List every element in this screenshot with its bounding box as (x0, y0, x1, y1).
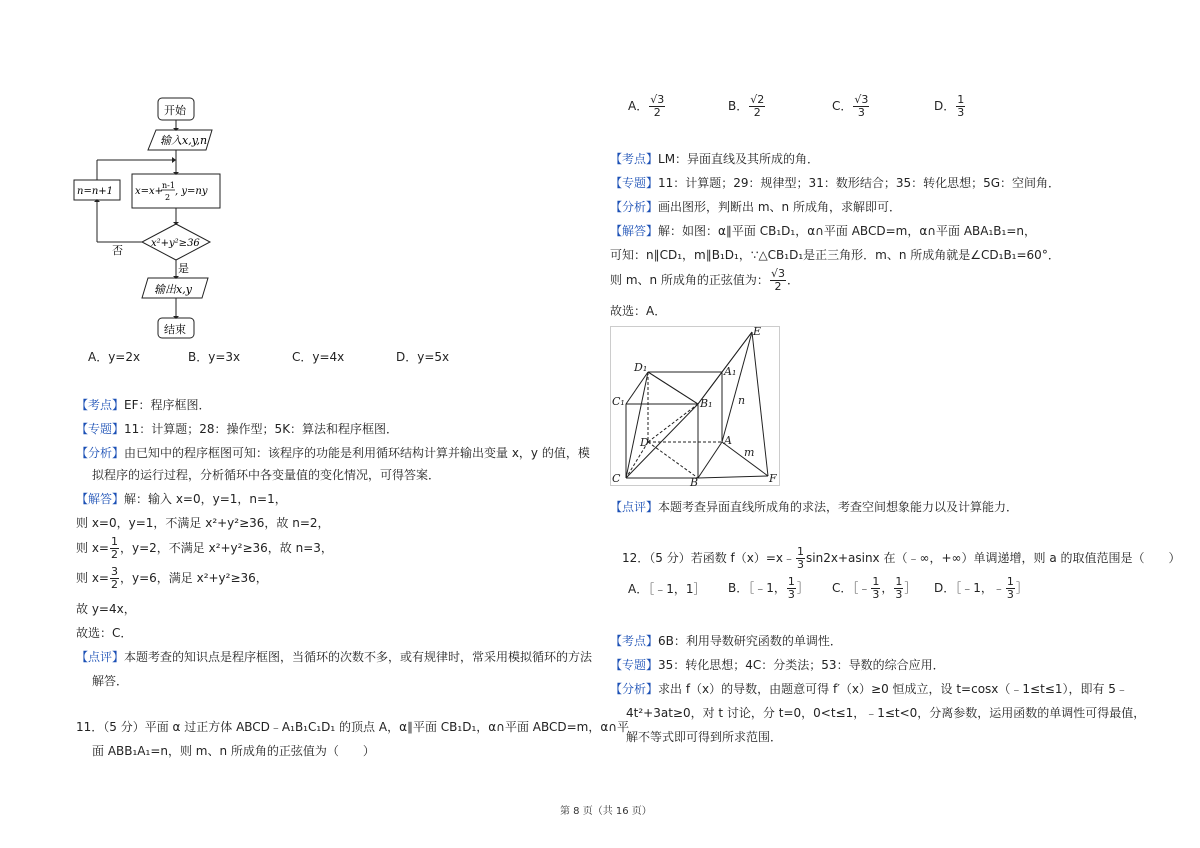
q10-fenxi-line2: 拟程序的运行过程，分析循环中各变量值的变化情况，可得答案． (92, 468, 441, 482)
q10-option-d: D．y=5x (396, 350, 450, 364)
q10-jieda: 【解答】解：输入 x=0，y=1，n=1， (76, 492, 287, 506)
q12-option-d: D．［﹣1，﹣ $\frac{1}{3}$ ］ (934, 575, 1028, 601)
q12-stem: 12．（5 分）若函数 f（x）=x﹣ $\frac{1}{3}$ sin2x+asinx 在（﹣∞，+∞）单调递增，则 a 的取值范围是（ ） (622, 545, 1181, 571)
flow-process-frac-d: 2 (165, 193, 171, 202)
q10-zhuanti: 【专题】11：计算题；28：操作型；5K：算法和程序框图． (76, 422, 399, 436)
q10-option-a: A．y=2x (88, 350, 141, 364)
q11-option-b: B． $\frac{√2}{2}$ (728, 93, 765, 119)
q11-option-a: A． $\frac{√3}{2}$ (628, 93, 665, 119)
label-F: F (769, 472, 777, 485)
q12-fenxi: 【分析】求出 f（x）的导数，由题意可得 f′（x）≥0 恒成立，设 t=cosx（﹣1≤t≤1），即有 5﹣ (610, 682, 1128, 696)
label-D: D (640, 436, 649, 449)
page-footer: 第 8 页（共 16 页） (560, 806, 652, 817)
q12-zhuanti: 【专题】35：转化思想；4C：分类法；53：导数的综合应用． (610, 658, 945, 672)
q11-stem-line1: 11．（5 分）平面 α 过正方体 ABCD﹣A₁B₁C₁D₁ 的顶点 A，α∥平面 CB₁D₁，α∩平面 ABCD=m，α∩平 (76, 720, 630, 734)
q10-step2: 则 x= $\frac{1}{2}$ ，y=2，不满足 x²+y²≥36，故 n=3， (76, 535, 333, 561)
flow-cond-label: x²+y²≥36 (151, 238, 200, 249)
label-A: A (724, 434, 732, 447)
q11-choose: 故选：A． (610, 304, 667, 318)
q11-jieda: 【解答】解：如图：α∥平面 CB₁D₁，α∩平面 ABCD=m，α∩平面 ABA₁B₁=n， (610, 224, 1036, 238)
q12-option-c: C．［﹣ $\frac{1}{3}$ ， $\frac{1}{3}$ ］ (832, 575, 917, 601)
flow-input-label: 输入x,y,n (160, 134, 208, 147)
q12-option-b: B．［﹣1， $\frac{1}{3}$ ］ (728, 575, 809, 601)
q12-fenxi-line3: 解不等式即可得到所求范围． (626, 730, 783, 744)
label-C1: C₁ (612, 395, 625, 408)
q11-step1: 可知：n∥CD₁，m∥B₁D₁，∵△CB₁D₁是正三角形．m、n 所成角就是∠CD₁B₁=60°． (610, 248, 1060, 262)
q11-kaodian: 【考点】LM：异面直线及其所成的角． (610, 152, 820, 166)
flow-process-y: , y=ny (175, 186, 208, 197)
q10-option-b: B．y=3x (188, 350, 241, 364)
q11-stem-line2: 面 ABB₁A₁=n，则 m、n 所成角的正弦值为（ ） (92, 744, 375, 758)
flow-end-label: 结束 (164, 323, 186, 336)
flowchart (60, 92, 260, 340)
q10-step1: 则 x=0，y=1，不满足 x²+y²≥36，故 n=2， (76, 516, 330, 530)
label-E: E (753, 326, 762, 338)
label-n: n (738, 394, 746, 407)
q11-zhuanti: 【专题】11：计算题；29：规律型；31：数形结合；35：转化思想；5G：空间角． (610, 176, 1061, 190)
flow-no-label: 否 (112, 244, 123, 257)
cube-figure (610, 326, 780, 486)
label-A1: A₁ (724, 365, 737, 378)
q10-option-c: C．y=4x (292, 350, 345, 364)
q12-kaodian: 【考点】6B：利用导数研究函数的单调性． (610, 634, 842, 648)
label-D1: D₁ (634, 361, 648, 374)
q11-step2: 则 m、n 所成角的正弦值为： $\frac{√3}{2}$ ． (610, 267, 799, 293)
label-B: B (690, 476, 699, 486)
label-B1: B₁ (700, 397, 713, 410)
flow-output-label: 输出x,y (154, 283, 192, 296)
q10-dianping: 【点评】本题考查的知识点是程序框图，当循环的次数不多，或有规律时，常采用模拟循环的方法 (76, 650, 593, 664)
q10-kaodian: 【考点】EF：程序框图． (76, 398, 211, 412)
q11-option-c: C． $\frac{√3}{3}$ (832, 93, 869, 119)
flow-update-label: n=n+1 (77, 186, 114, 197)
q10-fenxi: 【分析】由已知中的程序框图可知：该程序的功能是利用循环结构计算并输出变量 x，y 的值，模 (76, 446, 590, 460)
q11-dianping: 【点评】本题考查异面直线所成角的求法，考查空间想象能力以及计算能力． (610, 500, 1019, 514)
flow-process-x: x=x+ (135, 186, 164, 197)
q11-fenxi: 【分析】画出图形，判断出 m、n 所成角，求解即可． (610, 200, 901, 214)
q12-option-a: A．［﹣1，1］ (628, 582, 706, 596)
flow-yes-label: 是 (178, 262, 189, 275)
label-C: C (612, 472, 621, 485)
q10-step4: 故 y=4x， (76, 602, 136, 616)
q10-dianping-line2: 解答． (92, 674, 129, 688)
q12-fenxi-line2: 4t²+3at≥0，对 t 讨论，分 t=0，0<t≤1，﹣1≤t<0，分离参数，运用函数的单调性可得最值， (626, 706, 1146, 720)
flow-start-label: 开始 (164, 104, 186, 117)
q10-step3: 则 x= $\frac{3}{2}$ ，y=6，满足 x²+y²≥36， (76, 565, 268, 591)
q11-option-d: D． $\frac{1}{3}$ (934, 93, 965, 119)
q10-choose: 故选：C． (76, 626, 133, 640)
label-m: m (744, 446, 755, 459)
flow-process-frac-n: n-1 (162, 181, 175, 190)
